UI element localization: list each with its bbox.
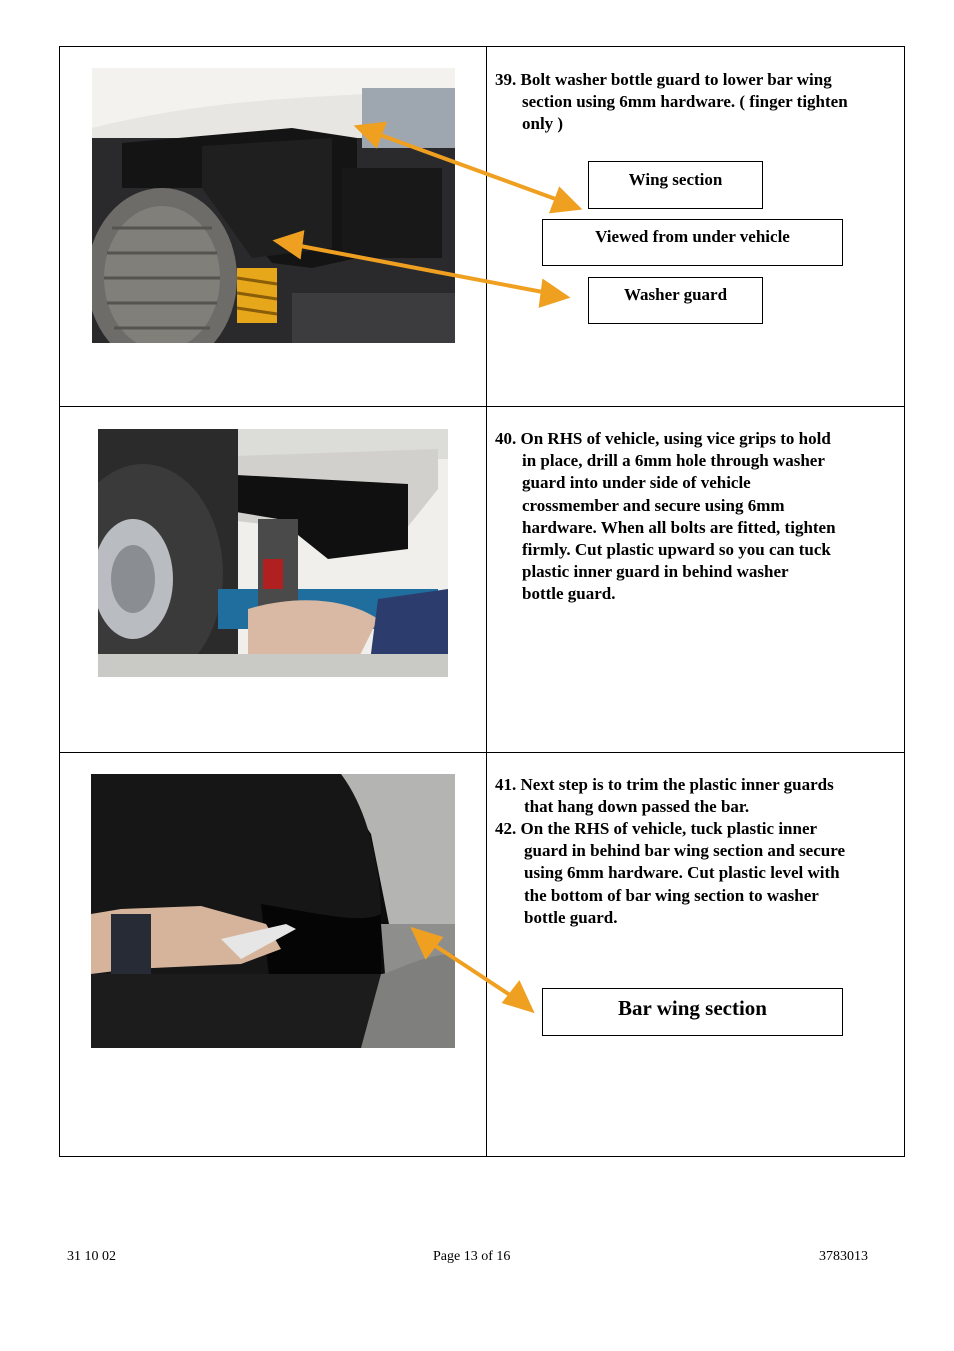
step-41 [495, 774, 834, 818]
step-text-line: hardware. When all bolts are fitted, tighten [522, 517, 836, 537]
photo-drilling-crossmember [98, 429, 448, 677]
label-text: Washer guard [623, 285, 728, 304]
step-text-line: Next step is to trim the plastic inner guards [520, 775, 834, 794]
step-number: 39. [495, 70, 517, 89]
step-42 [495, 818, 845, 929]
photo-trimming-inner-guard [91, 774, 455, 1048]
step-text-line: bottle guard. [524, 907, 618, 927]
table-column-divider [486, 46, 487, 1157]
label-text: Viewed from under vehicle [595, 227, 790, 246]
label-bar-wing-section [542, 988, 843, 1036]
step-number: 40. [495, 429, 517, 448]
step-number: 42. [495, 819, 517, 838]
step-text-line: section using 6mm hardware. ( finger tighten [522, 92, 848, 112]
step-text-line: the bottom of bar wing section to washer [524, 885, 819, 905]
step-text-line: guard in behind bar wing section and secure [524, 841, 846, 861]
step-text-line: using 6mm hardware. Cut plastic level with [524, 863, 840, 883]
label-text: Bar wing section [618, 996, 767, 1020]
label-text: Wing section [628, 170, 723, 189]
label-wing-section [588, 161, 763, 209]
step-text-line: crossmember and secure using 6mm [522, 495, 785, 515]
footer-page-number: Page 13 of 16 [433, 1249, 511, 1264]
step-39 [495, 69, 848, 136]
step-text-line: plastic inner guard in behind washer [522, 562, 789, 582]
label-viewed-from-under [542, 219, 843, 266]
label-washer-guard [588, 277, 763, 324]
table-row-divider-1 [59, 406, 905, 407]
step-text-line: On the RHS of vehicle, tuck plastic inner [520, 819, 818, 838]
step-text-line: On RHS of vehicle, using vice grips to hold [520, 429, 831, 448]
step-text-line: only ) [522, 114, 564, 134]
table-row-divider-2 [59, 752, 905, 753]
step-text-line: that hang down passed the bar. [524, 797, 750, 817]
photo-washer-guard-under-vehicle [92, 68, 455, 343]
step-text-line: in place, drill a 6mm hole through washer [522, 451, 825, 471]
step-text-line: firmly. Cut plastic upward so you can tuck [522, 540, 831, 560]
step-40 [495, 428, 836, 606]
step-text-line: bottle guard. [522, 584, 616, 604]
footer-date: 31 10 02 [67, 1249, 116, 1264]
step-number: 41. [495, 775, 517, 794]
step-text-line: guard into under side of vehicle [522, 473, 751, 493]
step-text-line: Bolt washer bottle guard to lower bar wing [520, 70, 832, 89]
footer-doc-number: 3783013 [819, 1249, 868, 1264]
